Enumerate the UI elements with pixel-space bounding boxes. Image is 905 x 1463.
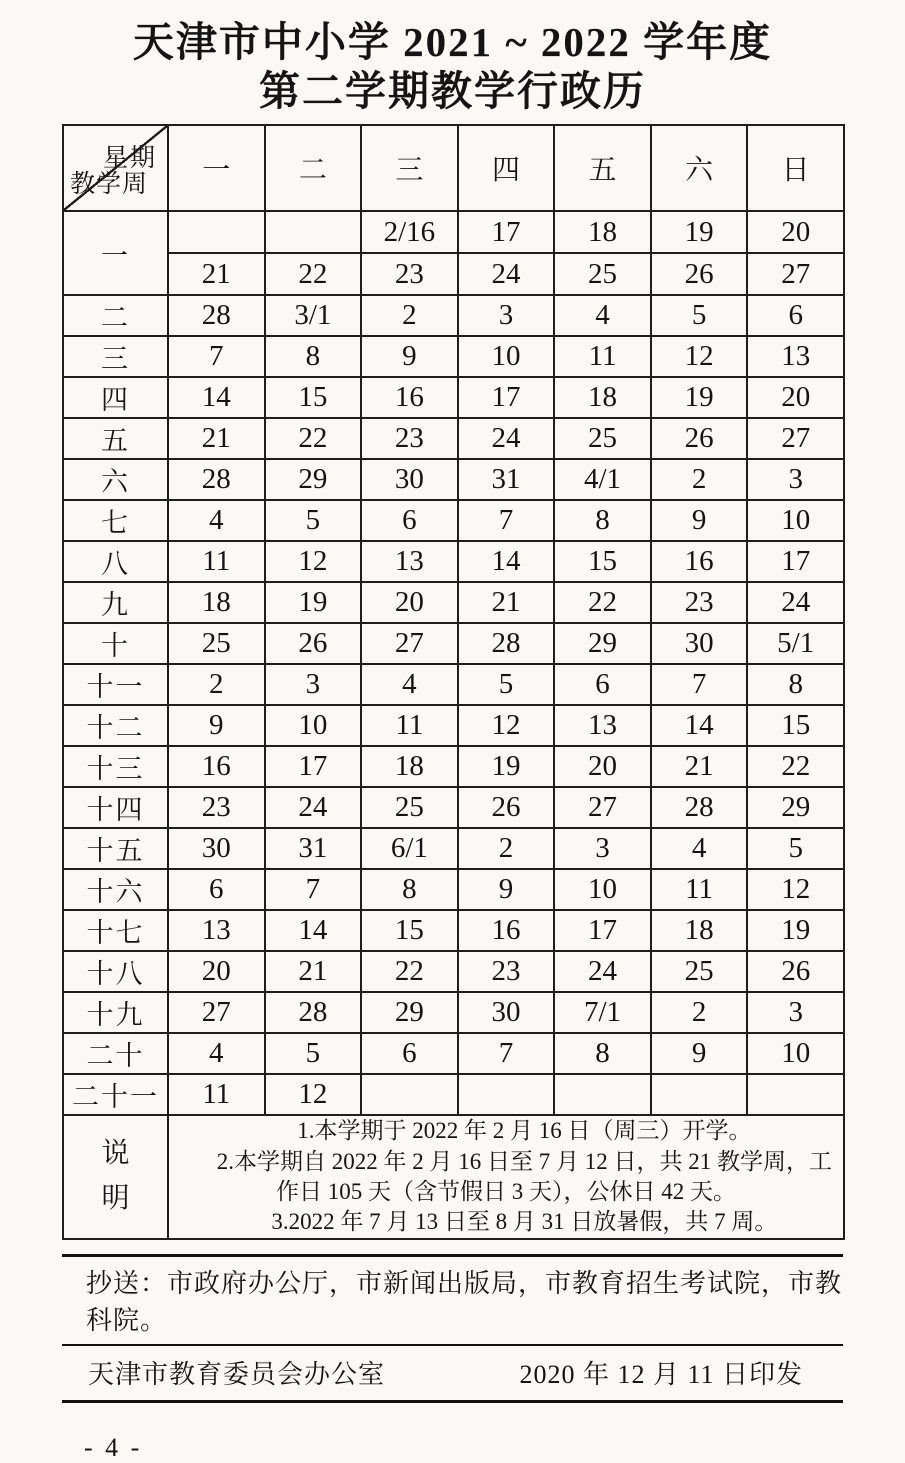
day-cell: 29 (361, 992, 458, 1033)
week-row (63, 1033, 844, 1074)
week-label: 十 (63, 623, 168, 664)
day-cell: 4 (168, 500, 265, 541)
day-cell: 20 (747, 377, 844, 418)
week-label: 十四 (63, 787, 168, 828)
week-label: 二十 (63, 1033, 168, 1074)
day-cell: 13 (361, 541, 458, 582)
day-cell: 16 (168, 746, 265, 787)
week-label: 十九 (63, 992, 168, 1033)
day-header: 日 (747, 125, 844, 211)
page-number: - 4 - (84, 1433, 143, 1463)
day-cell: 25 (168, 623, 265, 664)
day-cell: 21 (168, 253, 265, 295)
week-row (63, 910, 844, 951)
day-cell: 3 (265, 664, 362, 705)
day-header: 四 (458, 125, 555, 211)
day-cell: 7 (651, 664, 748, 705)
day-cell: 31 (265, 828, 362, 869)
week-row (63, 253, 844, 295)
day-cell: 23 (361, 418, 458, 459)
day-cell: 2/16 (361, 211, 458, 253)
week-label: 十八 (63, 951, 168, 992)
day-cell: 28 (458, 623, 555, 664)
week-row (63, 828, 844, 869)
day-cell: 17 (747, 541, 844, 582)
day-cell: 13 (747, 336, 844, 377)
day-cell: 11 (554, 336, 651, 377)
week-row (63, 582, 844, 623)
week-row (63, 336, 844, 377)
day-cell: 22 (361, 951, 458, 992)
day-cell: 30 (168, 828, 265, 869)
week-label: 十七 (63, 910, 168, 951)
day-cell: 9 (361, 336, 458, 377)
week-label: 二 (63, 295, 168, 336)
header-row (63, 125, 844, 211)
day-cell: 25 (651, 951, 748, 992)
day-cell: 9 (651, 1033, 748, 1074)
day-cell: 22 (747, 746, 844, 787)
week-row (63, 1074, 844, 1115)
day-cell: 27 (747, 253, 844, 295)
day-cell: 3 (458, 295, 555, 336)
day-cell: 5 (265, 1033, 362, 1074)
day-cell: 23 (651, 582, 748, 623)
week-row (63, 869, 844, 910)
day-cell: 10 (265, 705, 362, 746)
week-label: 九 (63, 582, 168, 623)
day-cell: 5 (651, 295, 748, 336)
day-cell: 13 (168, 910, 265, 951)
week-row (63, 951, 844, 992)
day-cell: 4 (554, 295, 651, 336)
day-cell: 8 (554, 1033, 651, 1074)
day-cell: 5 (458, 664, 555, 705)
day-cell: 3 (747, 992, 844, 1033)
day-cell: 6 (168, 869, 265, 910)
day-cell: 4/1 (554, 459, 651, 500)
day-cell: 17 (265, 746, 362, 787)
day-cell: 14 (458, 541, 555, 582)
day-cell: 15 (265, 377, 362, 418)
day-cell: 7 (168, 336, 265, 377)
day-cell: 21 (168, 418, 265, 459)
day-cell: 18 (651, 910, 748, 951)
day-cell: 26 (651, 418, 748, 459)
day-cell: 15 (554, 541, 651, 582)
day-cell: 16 (651, 541, 748, 582)
corner-cell (63, 125, 168, 211)
day-header: 五 (554, 125, 651, 211)
week-row (63, 664, 844, 705)
day-cell: 21 (458, 582, 555, 623)
day-header: 三 (361, 125, 458, 211)
day-cell: 20 (747, 211, 844, 253)
day-cell: 27 (554, 787, 651, 828)
day-cell: 18 (168, 582, 265, 623)
day-cell: 26 (747, 951, 844, 992)
day-cell: 6/1 (361, 828, 458, 869)
note-line: 3.2022 年 7 月 13 日至 8 月 31 日放暑假，共 7 周。 (271, 1209, 778, 1235)
day-cell: 8 (747, 664, 844, 705)
day-cell: 5/1 (747, 623, 844, 664)
day-cell: 25 (361, 787, 458, 828)
day-cell: 23 (168, 787, 265, 828)
day-cell (168, 211, 265, 253)
week-row (63, 377, 844, 418)
day-cell: 4 (651, 828, 748, 869)
day-cell: 2 (651, 459, 748, 500)
issue-date: 2020 年 12 月 11 日印发 (519, 1360, 803, 1390)
day-cell: 17 (554, 910, 651, 951)
day-cell: 12 (458, 705, 555, 746)
issue-row (62, 1346, 843, 1400)
notes-content (168, 1115, 844, 1238)
day-cell: 27 (747, 418, 844, 459)
page-title (0, 18, 905, 116)
day-cell: 3 (747, 459, 844, 500)
day-cell: 9 (651, 500, 748, 541)
day-cell: 4 (168, 1033, 265, 1074)
day-cell: 14 (265, 910, 362, 951)
day-cell: 19 (651, 211, 748, 253)
week-label: 十六 (63, 869, 168, 910)
day-cell: 12 (265, 541, 362, 582)
day-cell: 27 (168, 992, 265, 1033)
corner-label-weekday: 星期 (102, 145, 157, 173)
day-cell: 12 (265, 1074, 362, 1115)
day-header: 二 (265, 125, 362, 211)
day-cell: 28 (168, 459, 265, 500)
day-cell (651, 1074, 748, 1115)
week-row (63, 623, 844, 664)
day-cell: 10 (747, 500, 844, 541)
day-cell: 17 (458, 377, 555, 418)
day-cell: 20 (554, 746, 651, 787)
day-cell: 6 (747, 295, 844, 336)
title-line-2: 第二学期教学行政历 (259, 68, 646, 115)
day-cell: 5 (747, 828, 844, 869)
day-cell: 3/1 (265, 295, 362, 336)
day-cell: 23 (458, 951, 555, 992)
day-cell: 22 (265, 253, 362, 295)
day-cell: 11 (168, 541, 265, 582)
note-line: 1.本学期于 2022 年 2 月 16 日（周三）开学。 (297, 1118, 752, 1144)
day-cell: 22 (554, 582, 651, 623)
day-cell: 18 (361, 746, 458, 787)
week-row (63, 418, 844, 459)
week-label: 十一 (63, 664, 168, 705)
day-cell: 23 (361, 253, 458, 295)
day-cell: 11 (361, 705, 458, 746)
day-cell: 29 (265, 459, 362, 500)
note-line: 2.本学期自 2022 年 2 月 16 日至 7 月 12 日，共 21 教学周，工作日 105 天（含节假日 3 天），公休日 42 天。 (216, 1148, 833, 1205)
day-cell (361, 1074, 458, 1115)
day-cell: 19 (458, 746, 555, 787)
day-cell: 7 (458, 500, 555, 541)
day-cell: 20 (168, 951, 265, 992)
footer-rule-bottom (62, 1400, 843, 1403)
day-cell: 17 (458, 211, 555, 253)
calendar-table (62, 124, 845, 1239)
day-cell: 8 (554, 500, 651, 541)
day-cell: 2 (168, 664, 265, 705)
day-cell: 26 (651, 253, 748, 295)
day-cell: 24 (554, 951, 651, 992)
day-cell: 28 (265, 992, 362, 1033)
day-cell: 20 (361, 582, 458, 623)
day-cell: 29 (747, 787, 844, 828)
week-row (63, 459, 844, 500)
day-cell: 16 (361, 377, 458, 418)
week-label: 十三 (63, 746, 168, 787)
day-cell: 25 (554, 418, 651, 459)
day-cell: 5 (265, 500, 362, 541)
day-cell (265, 211, 362, 253)
day-cell: 9 (458, 869, 555, 910)
day-cell: 24 (458, 418, 555, 459)
day-cell: 6 (361, 1033, 458, 1074)
week-label: 十五 (63, 828, 168, 869)
day-cell: 3 (554, 828, 651, 869)
day-cell: 2 (361, 295, 458, 336)
day-cell: 24 (458, 253, 555, 295)
day-cell: 30 (651, 623, 748, 664)
week-row (63, 705, 844, 746)
day-cell: 14 (168, 377, 265, 418)
day-cell: 10 (747, 1033, 844, 1074)
day-cell: 11 (651, 869, 748, 910)
day-cell: 21 (651, 746, 748, 787)
day-cell: 7 (458, 1033, 555, 1074)
day-cell: 30 (458, 992, 555, 1033)
day-cell: 10 (458, 336, 555, 377)
week-row (63, 787, 844, 828)
week-label: 一 (63, 211, 168, 295)
day-cell: 10 (554, 869, 651, 910)
day-cell: 15 (361, 910, 458, 951)
day-cell: 4 (361, 664, 458, 705)
day-cell: 25 (554, 253, 651, 295)
week-label: 六 (63, 459, 168, 500)
day-cell: 28 (651, 787, 748, 828)
day-cell: 11 (168, 1074, 265, 1115)
week-row (63, 992, 844, 1033)
day-header: 六 (651, 125, 748, 211)
week-row (63, 746, 844, 787)
day-cell: 14 (651, 705, 748, 746)
day-cell: 27 (361, 623, 458, 664)
day-cell: 30 (361, 459, 458, 500)
day-cell: 8 (265, 336, 362, 377)
notes-label: 说 明 (63, 1115, 168, 1238)
day-cell: 12 (747, 869, 844, 910)
week-label: 七 (63, 500, 168, 541)
corner-label-teaching-week: 教学周 (70, 171, 149, 199)
week-label: 三 (63, 336, 168, 377)
day-cell: 6 (554, 664, 651, 705)
day-cell: 29 (554, 623, 651, 664)
day-cell (747, 1074, 844, 1115)
day-cell: 19 (651, 377, 748, 418)
day-cell (458, 1074, 555, 1115)
cc-line: 抄送：市政府办公厅，市新闻出版局，市教育招生考试院，市教科院。 (86, 1268, 843, 1335)
week-row (63, 500, 844, 541)
day-cell: 15 (747, 705, 844, 746)
week-label: 二十一 (63, 1074, 168, 1115)
day-cell: 28 (168, 295, 265, 336)
day-cell: 26 (458, 787, 555, 828)
day-cell: 2 (458, 828, 555, 869)
day-cell: 24 (747, 582, 844, 623)
day-cell: 19 (747, 910, 844, 951)
day-cell: 12 (651, 336, 748, 377)
day-cell: 6 (361, 500, 458, 541)
day-cell (554, 1074, 651, 1115)
day-cell: 18 (554, 211, 651, 253)
day-cell: 22 (265, 418, 362, 459)
day-cell: 13 (554, 705, 651, 746)
notes-row (63, 1115, 844, 1238)
day-cell: 9 (168, 705, 265, 746)
day-cell: 7 (265, 869, 362, 910)
week-row (63, 211, 844, 253)
issuer: 天津市教育委员会办公室 (88, 1360, 386, 1390)
week-label: 四 (63, 377, 168, 418)
day-cell: 24 (265, 787, 362, 828)
day-cell: 7/1 (554, 992, 651, 1033)
day-cell: 26 (265, 623, 362, 664)
day-cell: 16 (458, 910, 555, 951)
document-footer (62, 1254, 843, 1404)
document-page (0, 18, 905, 1463)
day-cell: 19 (265, 582, 362, 623)
day-cell: 21 (265, 951, 362, 992)
day-cell: 8 (361, 869, 458, 910)
week-label: 十二 (63, 705, 168, 746)
day-cell: 18 (554, 377, 651, 418)
week-label: 八 (63, 541, 168, 582)
week-row (63, 541, 844, 582)
day-header: 一 (168, 125, 265, 211)
title-line-1: 天津市中小学 2021 ~ 2022 学年度 (132, 19, 773, 65)
week-label: 五 (63, 418, 168, 459)
day-cell: 2 (651, 992, 748, 1033)
week-row (63, 295, 844, 336)
day-cell: 31 (458, 459, 555, 500)
